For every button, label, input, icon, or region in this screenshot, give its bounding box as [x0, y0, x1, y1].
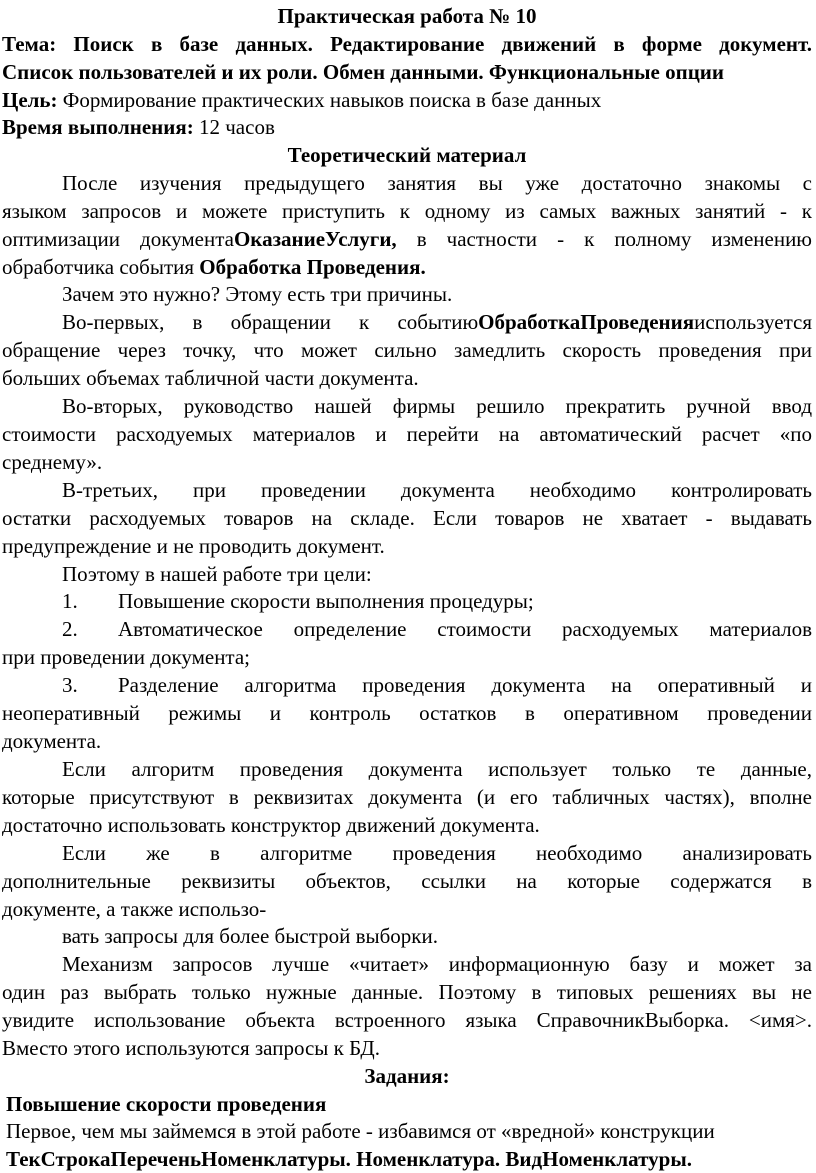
p4-line-3: среднему». — [2, 450, 103, 474]
p7-line-1: Если алгоритм проведения документа использует только те данные, — [62, 757, 812, 781]
p5-line-2: остатки расходуемых товаров на складе. Если товаров не хватает - выдавать — [2, 506, 812, 530]
p3-text-a: Во-первых, в обращении к событию — [62, 310, 479, 334]
p8-line-3: документе, а также использо- — [2, 897, 267, 921]
p10-line-2: ТекСтрокаПереченьНоменклатуры. Номенклатура. ВидНоменклатуры. — [6, 1147, 692, 1171]
theory-heading: Теоретический материал — [287, 143, 527, 167]
goal-line — [2, 86, 812, 114]
p5-line-3: предупреждение и не проводить документ. — [2, 534, 385, 558]
topic-line-2: Список пользователей и их роли. Обмен данными. Функциональные опции — [2, 60, 724, 84]
p3-event-name: ОбработкаПроведения — [478, 310, 695, 334]
topic-label: Тема: — [2, 32, 57, 56]
duration-line — [2, 113, 812, 141]
p1-text-a: оптимизации документа — [2, 227, 234, 251]
goal-3-text-2: неоперативный режимы и контроль остатков в оперативном проведении — [2, 701, 812, 725]
goal-3-number: 3. — [62, 673, 78, 697]
p3-line-1 — [62, 308, 812, 336]
p1-text-d: обработчика события — [2, 255, 200, 279]
p1-line-1: После изучения предыдущего занятия вы уже достаточно знакомы с — [62, 171, 812, 195]
p1-doc-name: ОказаниеУслуги, — [233, 227, 397, 251]
goal-2-text-1: Автоматическое определение стоимости расходуемых материалов — [118, 617, 812, 641]
p8-line-2: дополнительные реквизиты объектов, ссылки на которые содержатся в — [2, 869, 812, 893]
p1-line-4 — [2, 253, 812, 281]
p3-text-c: используется — [694, 310, 812, 334]
duration-text: 12 часов — [199, 115, 275, 139]
p9-line-4: Вместо этого используются запросы к БД. — [2, 1036, 380, 1060]
p3-line-2: обращение через точку, что может сильно замедлить скорость проведения при — [2, 338, 812, 362]
goal-1-text: Повышение скорости выполнения процедуры; — [118, 589, 534, 613]
topic-text-1: Поиск в базе данных. Редактирование движений в форме документ. — [73, 32, 812, 56]
topic-line-1 — [2, 30, 812, 58]
goal-1-number: 1. — [62, 589, 78, 613]
p1-line-2: языком запросов и можете приступить к одному из самых важных занятий - к — [2, 199, 812, 223]
p4-line-2: стоимости расходуемых материалов и перейти на автоматический расчет «по — [2, 422, 812, 446]
p1-line-3 — [2, 225, 812, 253]
goal-3-text-3: документа. — [2, 729, 102, 753]
p9-line-3: увидите использование объекта встроенного языка СправочникВыборка. <имя>. — [2, 1008, 812, 1032]
tasks-heading: Задания: — [364, 1064, 450, 1088]
p5-line-1: В-третьих, при проведении документа необходимо контролировать — [62, 478, 812, 502]
p1-text-c: в частности - к полному изменению — [396, 227, 812, 251]
speed-heading: Повышение скорости проведения — [6, 1092, 327, 1116]
p8-line-4: вать запросы для более быстрой выборки. — [62, 924, 438, 948]
p8-line-1: Если же в алгоритме проведения необходимо анализировать — [62, 841, 812, 865]
duration-label: Время выполнения: — [2, 115, 194, 139]
p2-line: Зачем это нужно? Этому есть три причины. — [62, 282, 453, 306]
goal-3-text-1: Разделение алгоритма проведения документа на оперативный и — [118, 673, 812, 697]
page-title: Практическая работа № 10 — [277, 4, 537, 28]
goal-2-text-2: при проведении документа; — [2, 645, 251, 669]
goal-2-number: 2. — [62, 617, 78, 641]
goal-label: Цель: — [2, 88, 58, 112]
p10-line-1: Первое, чем мы займемся в этой работе - избавимся от «вредной» конструкции — [6, 1119, 715, 1143]
p1-event-name: Обработка Проведения. — [199, 255, 426, 279]
p7-line-3: достаточно использовать конструктор движений документа. — [2, 813, 540, 837]
p9-line-1: Механизм запросов лучше «читает» информационную базу и может за — [62, 952, 812, 976]
p3-line-3: больших объемах табличной части документа. — [2, 366, 419, 390]
p9-line-2: один раз выбрать только нужные данные. Поэтому в типовых решениях вы не — [2, 980, 812, 1004]
p6-line: Поэтому в нашей работе три цели: — [62, 562, 372, 586]
p4-line-1: Во-вторых, руководство нашей фирмы решило прекратить ручной ввод — [62, 394, 812, 418]
goal-text: Формирование практических навыков поиска в базе данных — [62, 88, 602, 112]
p7-line-2: которые присутствуют в реквизитах документа (и его табличных частях), вполне — [2, 785, 812, 809]
